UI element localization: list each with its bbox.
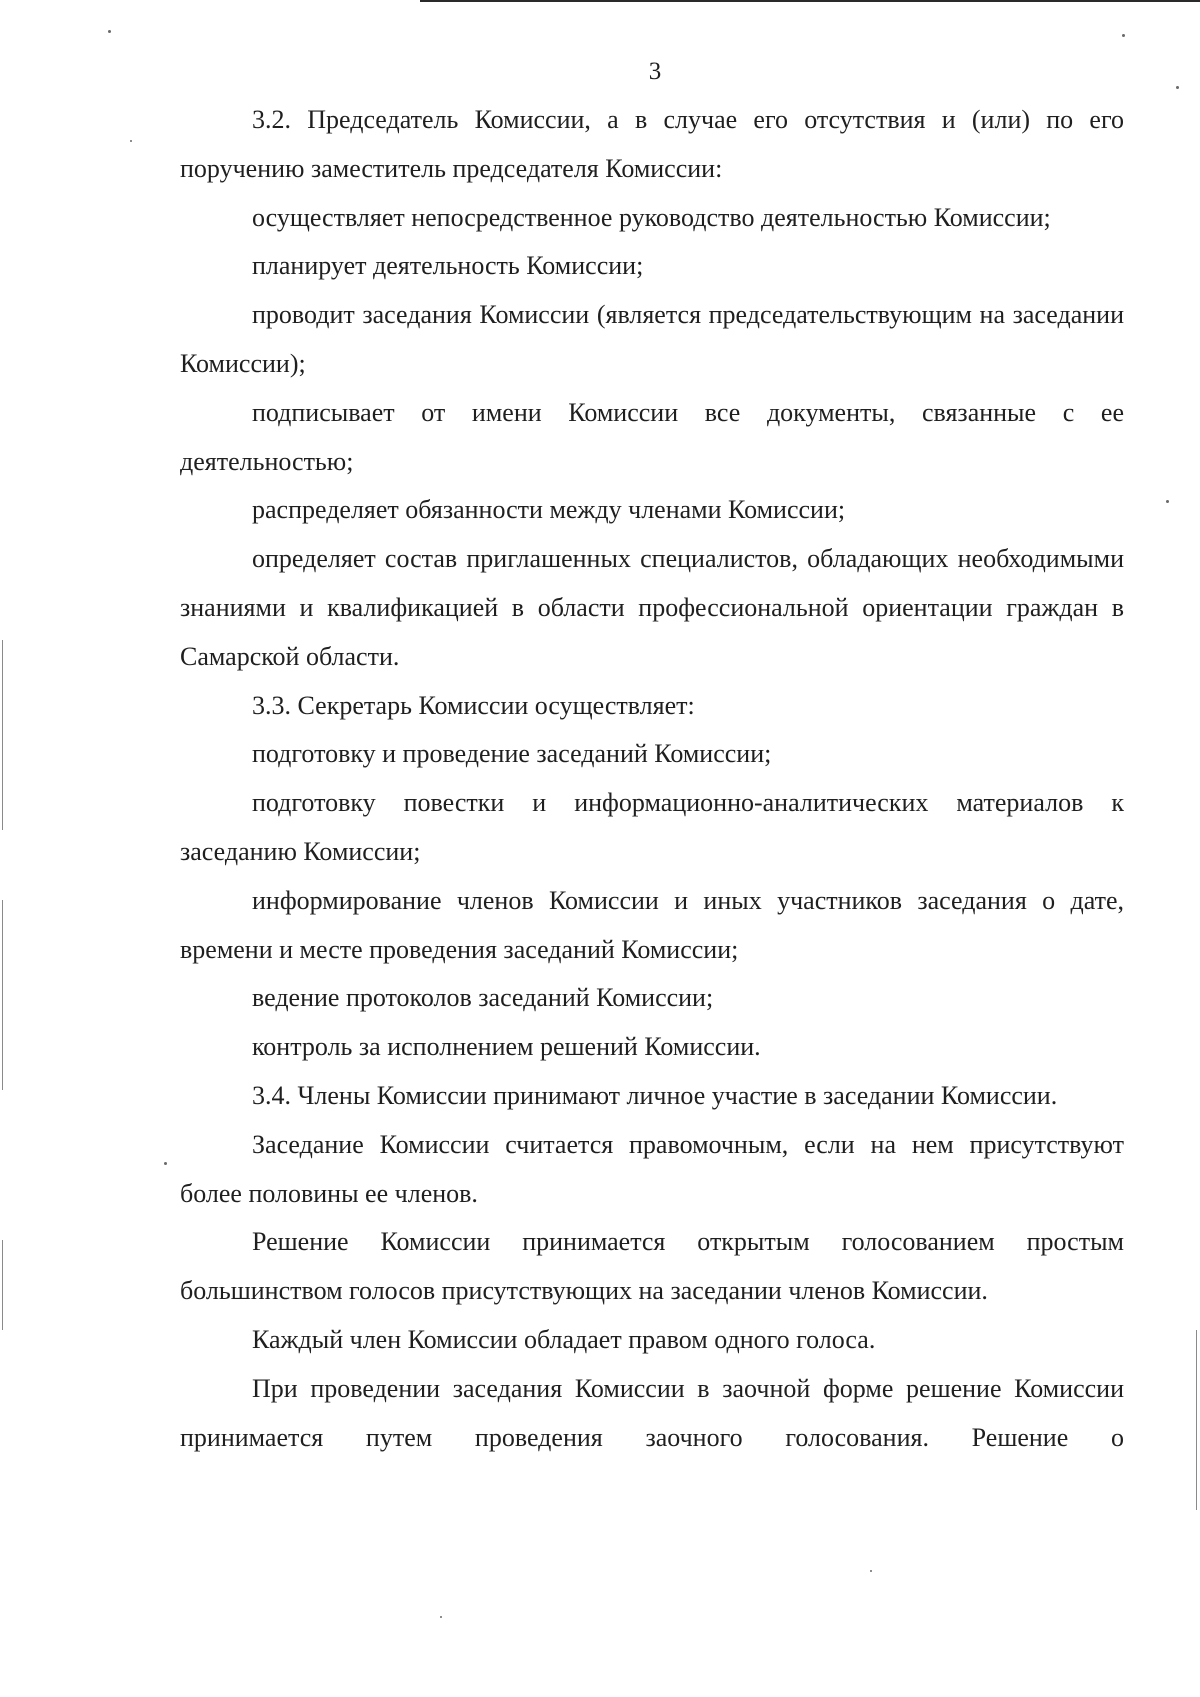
paragraph-item: осуществляет непосредственное руководство деятельностью Комиссии; [252, 202, 1051, 232]
paragraph-item: подписывает от имени Комиссии все документы, связанные с ее деятельностью; [180, 397, 1124, 476]
top-edge-rule [420, 0, 1200, 2]
scan-edge-mark [2, 900, 3, 1090]
paragraph-item: контроль за исполнением решений Комиссии. [252, 1032, 761, 1062]
paragraph-item: подготовку повестки и информационно-аналитических материалов к заседанию Комиссии; [180, 788, 1124, 866]
document-body [180, 96, 1124, 1462]
paragraph-3-3: 3.3. Секретарь Комиссии осуществляет: [252, 690, 695, 720]
paragraph-item: распределяет обязанности между членами Комиссии; [252, 495, 846, 525]
scan-speck [108, 30, 111, 33]
scan-speck [1176, 86, 1179, 89]
scan-speck [1122, 34, 1125, 37]
paragraph-item: подготовку и проведение заседаний Комиссии; [252, 739, 772, 769]
paragraph-3-2: 3.2. Председатель Комиссии, а в случае его отсутствия и (или) по его поручению заместитель председателя Комиссии: [180, 105, 1124, 183]
paragraph-item: определяет состав приглашенных специалистов, обладающих необходимыми знаниями и квалификацией в области профессиональной ориентации граждан в Самарской области. [180, 544, 1124, 671]
paragraph-item: планирует деятельность Комиссии; [252, 251, 644, 281]
scan-speck [1166, 500, 1169, 503]
paragraph-item: Заседание Комиссии считается правомочным, если на нем присутствуют более половины ее членов. [180, 1129, 1124, 1208]
scan-edge-mark [1196, 1330, 1197, 1510]
scan-speck [870, 1570, 872, 1572]
scan-edge-mark [2, 1240, 3, 1330]
paragraph-item: ведение протоколов заседаний Комиссии; [252, 983, 714, 1013]
page-number: 3 [648, 58, 662, 85]
paragraph-item: проводит заседания Комиссии (является председательствующим на заседании Комиссии); [180, 300, 1124, 378]
paragraph-item: информирование членов Комиссии и иных участников заседания о дате, времени и месте проведения заседаний Комиссии; [180, 885, 1124, 964]
paragraph-item: При проведении заседания Комиссии в заочной форме решение Комиссии принимается путем проведения заочного голосования. Решение о [180, 1373, 1124, 1452]
paragraph-item: Каждый член Комиссии обладает правом одного голоса. [252, 1324, 876, 1354]
scan-speck [164, 1162, 167, 1165]
paragraph-item: Решение Комиссии принимается открытым голосованием простым большинством голосов присутствующих на заседании членов Комиссии. [180, 1227, 1124, 1306]
scan-edge-mark [2, 640, 3, 830]
scan-speck [440, 1616, 442, 1618]
scan-speck [130, 140, 132, 142]
paragraph-3-4: 3.4. Члены Комиссии принимают личное участие в заседании Комиссии. [252, 1080, 1058, 1110]
